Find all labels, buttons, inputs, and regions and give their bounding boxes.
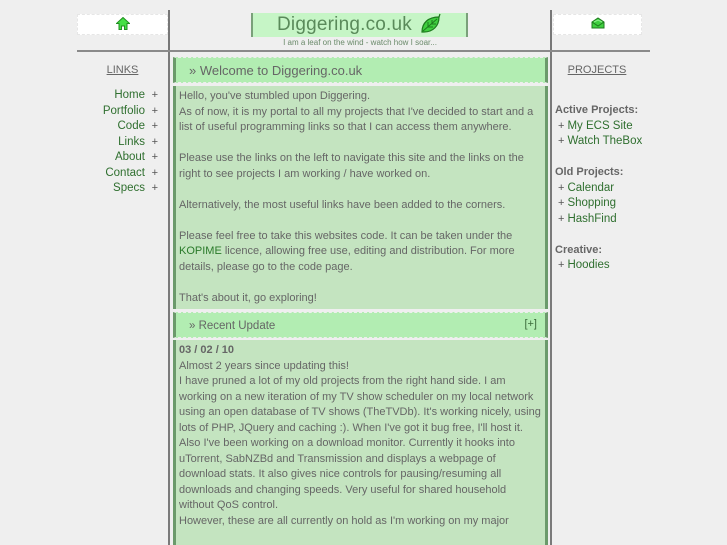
project-label: Calendar <box>567 181 615 194</box>
plus-icon: + <box>558 181 565 194</box>
nav-item-about[interactable] <box>80 150 158 166</box>
group-title-active: Active Projects: <box>555 104 639 116</box>
site-title-box[interactable] <box>251 13 468 37</box>
project-label: Shopping <box>567 197 617 209</box>
plus-icon: + <box>151 182 158 194</box>
update-text: I have pruned a lot of my old projects from the right hand side. I am working on a new iteration of my TV show scheduler on my local network using an open database of TV shows (TheTVDb). It's working nicely, using lots of PHP, JQuery and caching :). When I've got it bug free, I'll host it. <box>179 375 541 434</box>
plus-icon: + <box>151 89 158 101</box>
project-link-my-ecs-site[interactable] <box>555 119 650 135</box>
links-heading: LINKS <box>106 64 139 76</box>
update-text: However, these are all currently on hold as I'm working on my major <box>179 514 509 527</box>
nav-item-home[interactable] <box>80 88 158 104</box>
nav-label: Contact <box>105 166 145 179</box>
nav-label: Code <box>117 120 145 132</box>
nav-item-code[interactable] <box>80 119 158 135</box>
nav-label: Specs <box>113 182 145 194</box>
welcome-text: Hello, you've stumbled upon Diggering. <box>179 90 371 102</box>
update-panel-header <box>173 312 548 338</box>
project-label: My ECS Site <box>567 119 633 132</box>
project-link-hashfind[interactable] <box>555 212 650 228</box>
welcome-text: That's about it, go exploring! <box>179 291 317 304</box>
nav-label: Links <box>118 135 145 148</box>
licence-text-pre: Please feel free to take this websites code. It can be taken under the <box>179 229 513 242</box>
nav-item-links[interactable] <box>80 135 158 151</box>
plus-icon: + <box>151 166 158 179</box>
plus-icon: + <box>558 135 565 147</box>
leaf-icon <box>420 13 442 38</box>
group-title-creative: Creative: <box>555 243 603 256</box>
update-panel-body <box>173 340 548 545</box>
project-link-calendar[interactable] <box>555 181 650 197</box>
nav-label: Home <box>114 89 145 101</box>
column-divider-right <box>550 52 552 545</box>
plus-icon: + <box>151 135 158 148</box>
update-text: Also I've been working on a download monitor. Currently it hooks into uTorrent, SabNZBd and Transmission and displays a webpage of download stats. It also gives nice controls for pausing/resuming all downloads and changing speeds. Very useful for shared household without QoS control. <box>179 437 515 511</box>
nav-label: Portfolio <box>102 104 145 117</box>
project-label: Watch TheBox <box>567 135 643 147</box>
plus-icon: + <box>558 197 565 209</box>
project-link-hoodies[interactable] <box>555 258 650 274</box>
group-title-old: Old Projects: <box>555 166 624 178</box>
home-icon <box>116 17 130 33</box>
update-heading: » Recent Update <box>189 320 276 332</box>
welcome-heading: » Welcome to Diggering.co.uk <box>189 63 363 78</box>
site-title: Diggering.co.uk <box>276 14 413 35</box>
welcome-text: As of now, it is my portal to all my projects that I've decided to start and a list of useful programming links so that I can access them anywhere. <box>179 105 534 133</box>
header-divider-right <box>550 10 552 50</box>
mail-corner-link[interactable] <box>553 14 642 35</box>
plus-icon: + <box>558 119 565 132</box>
nav-item-specs[interactable] <box>80 181 158 197</box>
mail-icon <box>591 17 605 32</box>
welcome-licence-text <box>179 229 542 276</box>
welcome-text: Alternatively, the most useful links have been added to the corners. <box>179 198 506 211</box>
home-corner-link[interactable] <box>77 14 168 35</box>
header-divider <box>77 50 650 52</box>
projects-nav <box>555 103 650 274</box>
plus-icon: + <box>151 120 158 132</box>
nav-label: About <box>114 151 145 163</box>
welcome-panel-body <box>173 86 548 309</box>
plus-icon: + <box>151 151 158 163</box>
nav-item-portfolio[interactable] <box>80 104 158 120</box>
licence-text-post: licence, allowing free use, editing and distribution. For more details, please go to the code page. <box>179 245 515 273</box>
header-divider-left <box>168 10 170 50</box>
update-date: 03 / 02 / 10 <box>179 344 235 356</box>
plus-icon: + <box>558 212 565 225</box>
column-divider-left <box>168 52 170 545</box>
welcome-text: Please use the links on the left to navigate this site and the links on the right to see projects I am working / have worked on. <box>179 152 524 180</box>
left-nav <box>80 88 158 197</box>
project-label: HashFind <box>567 212 617 225</box>
project-link-shopping[interactable] <box>555 196 650 212</box>
kopime-link[interactable]: KOPIME <box>179 245 222 257</box>
plus-icon: + <box>558 259 565 271</box>
plus-icon: + <box>151 104 158 117</box>
welcome-panel-header <box>173 57 548 83</box>
expand-toggle-button[interactable]: [+] <box>524 318 537 330</box>
nav-item-contact[interactable] <box>80 166 158 182</box>
tagline: I am a leaf on the wind - watch how I soar... <box>283 38 437 47</box>
update-text: Almost 2 years since updating this! <box>179 359 349 372</box>
projects-heading: PROJECTS <box>567 64 627 76</box>
project-label: Hoodies <box>567 259 610 271</box>
project-link-watch-thebox[interactable] <box>555 134 650 150</box>
